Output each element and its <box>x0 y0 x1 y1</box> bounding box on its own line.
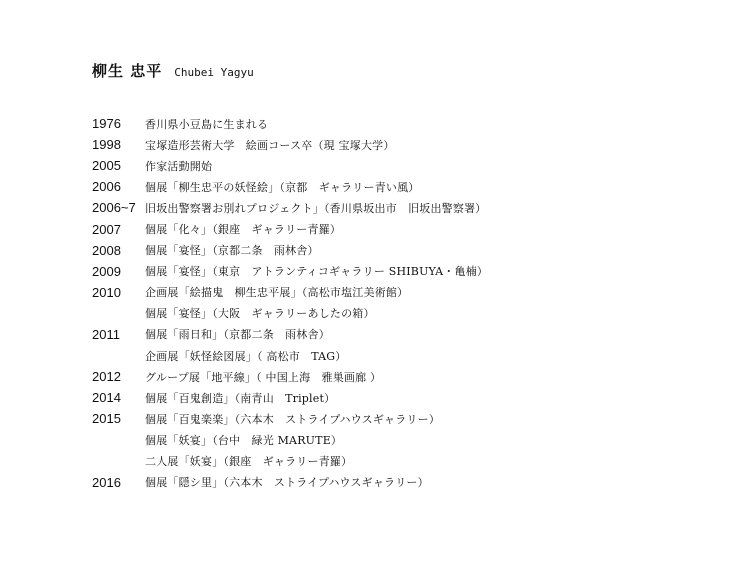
timeline-year: 2008 <box>92 242 121 258</box>
timeline-row <box>92 176 712 197</box>
timeline-event: 作家活動開始 <box>145 159 213 173</box>
timeline-event: 個展「宴怪」（東京 アトランティコギャラリー SHIBUYA・亀楠） <box>145 265 489 279</box>
timeline-row <box>92 303 712 324</box>
artist-name-japanese: 柳生 忠平 <box>92 62 163 80</box>
timeline-row <box>92 324 712 345</box>
timeline-row <box>92 240 712 261</box>
timeline-event: 個展「柳生忠平の妖怪絵」（京都 ギャラリー青い風） <box>145 180 420 194</box>
timeline-year: 2011 <box>92 326 120 342</box>
timeline-row <box>92 261 712 282</box>
timeline-event: 個展「宴怪」（大阪 ギャラリーあしたの箱） <box>145 307 375 321</box>
timeline-event: 宝塚造形芸術大学 絵画コース卒（現 宝塚大学） <box>145 138 395 152</box>
timeline-year: 2012 <box>92 369 121 385</box>
timeline-event: 個展「百鬼創造」（南青山 Triplet） <box>145 391 336 405</box>
timeline-event: 個展「化々」（銀座 ギャラリー青羅） <box>145 223 342 237</box>
timeline-row <box>92 113 712 134</box>
timeline-year: 2006~7 <box>92 200 136 216</box>
timeline-event: 香川県小豆島に生まれる <box>145 117 269 131</box>
timeline-event: 個展「雨日和」（京都二条 雨林舎） <box>145 328 330 342</box>
timeline-year: 2010 <box>92 284 121 300</box>
timeline-event: 二人展「妖宴」（銀座 ギャラリー青羅） <box>145 455 353 469</box>
timeline-row <box>92 472 712 493</box>
timeline-year: 2007 <box>92 221 121 237</box>
timeline-year: 2009 <box>92 263 121 279</box>
timeline-year: 2014 <box>92 390 121 406</box>
timeline-row <box>92 282 712 303</box>
timeline-row <box>92 345 712 366</box>
timeline-event: 個展「宴怪」（京都二条 雨林舎） <box>145 244 319 258</box>
timeline-event: 個展「隠シ里」（六本木 ストライプハウスギャラリー） <box>145 476 429 490</box>
timeline-event: 旧坂出警察署お別れプロジェクト」（香川県坂出市 旧坂出警察署） <box>145 201 487 215</box>
timeline-event: 個展「百鬼楽楽」（六本木 ストライプハウスギャラリー） <box>145 412 441 426</box>
timeline-year: 2005 <box>92 158 121 174</box>
timeline-event: 企画展「妖怪絵図展」（ 高松市 TAG） <box>145 349 347 363</box>
page-header <box>92 60 254 81</box>
timeline-event: 企画展「絵描鬼 柳生忠平展」（高松市塩江美術館） <box>145 286 409 300</box>
timeline-year: 2016 <box>92 474 121 490</box>
timeline-year: 2006 <box>92 179 121 195</box>
timeline-row <box>92 218 712 239</box>
timeline-year: 1976 <box>92 116 121 132</box>
artist-name-english: Chubei Yagyu <box>174 66 254 79</box>
timeline-row <box>92 197 712 218</box>
timeline-event: グループ展「地平線」（ 中国上海 雅巣画廊 ） <box>145 370 382 384</box>
timeline-year: 2015 <box>92 411 121 427</box>
biography-timeline <box>92 113 712 493</box>
timeline-row <box>92 408 712 429</box>
timeline-row <box>92 134 712 155</box>
timeline-row <box>92 451 712 472</box>
timeline-year: 1998 <box>92 137 121 153</box>
timeline-row <box>92 155 712 176</box>
timeline-row <box>92 366 712 387</box>
timeline-event: 個展「妖宴」（台中 緑光 MARUTE） <box>145 433 343 447</box>
timeline-row <box>92 387 712 408</box>
timeline-row <box>92 429 712 450</box>
